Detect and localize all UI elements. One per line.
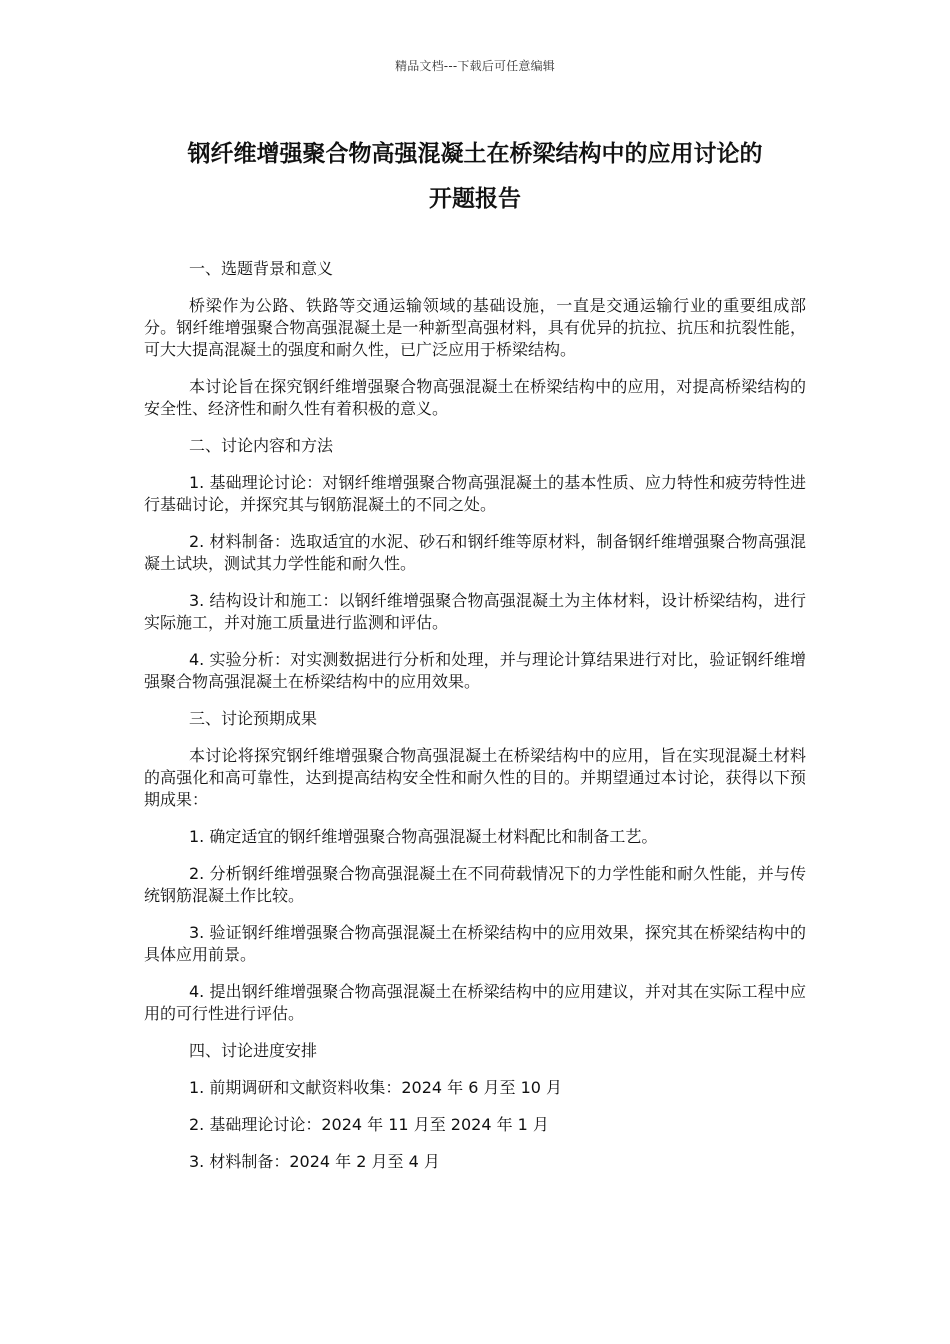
title-line-2: 开题报告	[429, 186, 521, 212]
section-2-item-2: 2. 材料制备：选取适宜的水泥、砂石和钢纤维等原材料，制备钢纤维增强聚合物高强混凝土试块，测试其力学性能和耐久性。	[144, 532, 806, 573]
section-4-heading: 四、讨论进度安排	[189, 1041, 318, 1060]
section-3-item-2: 2. 分析钢纤维增强聚合物高强混凝土在不同荷载情况下的力学性能和耐久性能，并与传统钢筋混凝土作比较。	[144, 864, 806, 905]
section-3-item-3: 3. 验证钢纤维增强聚合物高强混凝土在桥梁结构中的应用效果，探究其在桥梁结构中的具体应用前景。	[144, 923, 806, 964]
document-title	[140, 132, 810, 222]
schedule-item-1: 1. 前期调研和文献资料收集：2024 年 6 月至 10 月	[189, 1078, 563, 1097]
title-line-1: 钢纤维增强聚合物高强混凝土在桥梁结构中的应用讨论的	[187, 141, 763, 167]
section-3-item-1: 1. 确定适宜的钢纤维增强聚合物高强混凝土材料配比和制备工艺。	[189, 827, 658, 846]
section-2-item-4: 4. 实验分析：对实测数据进行分析和处理，并与理论计算结果进行对比，验证钢纤维增强聚合物高强混凝土在桥梁结构中的应用效果。	[144, 650, 806, 691]
section-3-item-4: 4. 提出钢纤维增强聚合物高强混凝土在桥梁结构中的应用建议，并对其在实际工程中应用的可行性进行评估。	[144, 982, 806, 1023]
section-1-paragraph-2: 本讨论旨在探究钢纤维增强聚合物高强混凝土在桥梁结构中的应用，对提高桥梁结构的安全性、经济性和耐久性有着积极的意义。	[144, 377, 806, 418]
section-3-heading: 三、讨论预期成果	[189, 709, 318, 728]
document-body	[144, 258, 806, 1188]
section-3-intro: 本讨论将探究钢纤维增强聚合物高强混凝土在桥梁结构中的应用，旨在实现混凝土材料的高强化和高可靠性，达到提高结构安全性和耐久性的目的。并期望通过本讨论，获得以下预期成果：	[144, 746, 806, 809]
section-2-heading: 二、讨论内容和方法	[189, 436, 334, 455]
schedule-item-2: 2. 基础理论讨论：2024 年 11 月至 2024 年 1 月	[189, 1115, 549, 1134]
schedule-item-3: 3. 材料制备：2024 年 2 月至 4 月	[189, 1152, 440, 1171]
section-2-item-1: 1. 基础理论讨论：对钢纤维增强聚合物高强混凝土的基本性质、应力特性和疲劳特性进行基础讨论，并探究其与钢筋混凝土的不同之处。	[144, 473, 806, 514]
header-note: 精品文档---下载后可任意编辑	[395, 59, 555, 73]
section-1-heading: 一、选题背景和意义	[189, 259, 334, 278]
section-2-item-3: 3. 结构设计和施工：以钢纤维增强聚合物高强混凝土为主体材料，设计桥梁结构，进行实际施工，并对施工质量进行监测和评估。	[144, 591, 806, 632]
section-1-paragraph-1: 桥梁作为公路、铁路等交通运输领域的基础设施，一直是交通运输行业的重要组成部分。钢纤维增强聚合物高强混凝土是一种新型高强材料，具有优异的抗拉、抗压和抗裂性能，可大大提高混凝土的强度和耐久性，已广泛应用于桥梁结构。	[144, 296, 806, 359]
